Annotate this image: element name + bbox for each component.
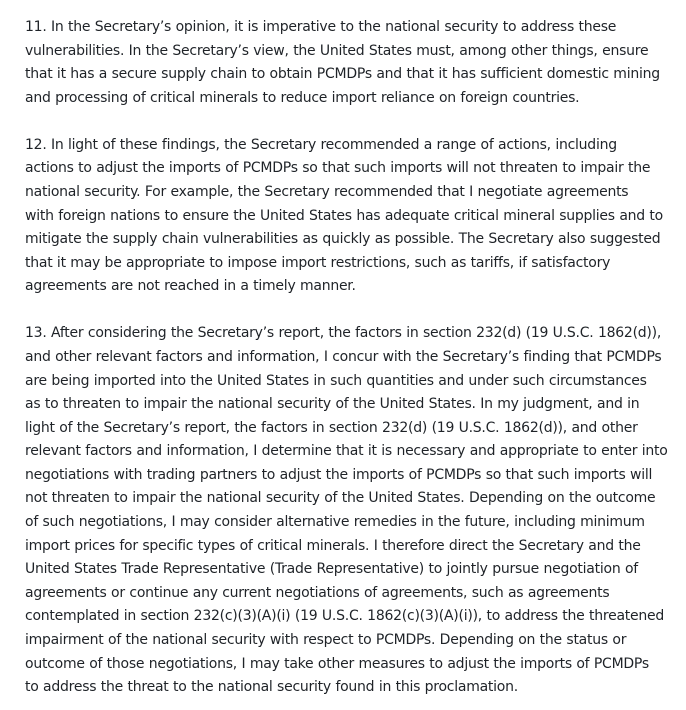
paragraph-11: 11. In the Secretary’s opinion, it is imperative to the national security to address these vulnerabilities. In the Secretary’s view, the United States must, among other things, ensure that it has a secure supply chain to obtain PCMDPs and that it has sufficient domestic mining and processing of critical minerals to reduce import reliance on foreign countries. <box>25 19 660 106</box>
paragraph-12: 12. In light of these findings, the Secretary recommended a range of actions, including actions to adjust the imports of PCMDPs so that such imports will not threaten to impair the national security. For example, the Secretary recommended that I negotiate agreements with foreign nations to ensure the United States has adequate critical mineral supplies and to mitigate the supply chain vulnerabilities as quickly as possible. The Secretary also suggested that it may be appropriate to impose import restrictions, such as tariffs, if satisfactory agreements are not reached in a timely manner. <box>25 136 663 295</box>
paragraph-13: 13. After considering the Secretary’s report, the factors in section 232(d) (19 U.S.C. 1862(d)), and other relevant factors and information, I concur with the Secretary’s finding that PCMDPs are being imported into the United States in such quantities and under such circumstances as to threaten to impair the national security of the United States. In my judgment, and in light of the Secretary’s report, the factors in section 232(d) (19 U.S.C. 1862(d)), and other relevant factors and information, I determine that it is necessary and appropriate to enter into negotiations with trading partners to adjust the imports of PCMDPs so that such imports will not threaten to impair the national security of the United States. Depending on the outcome of such negotiations, I may consider alternative remedies in the future, including minimum import prices for specific types of critical minerals. I therefore direct the Secretary and the United States Trade Representative (Trade Representative) to jointly pursue negotiation of agreements or continue any current negotiations of agreements, such as agreements contemplated in section 232(c)(3)(A)(i) (19 U.S.C. 1862(c)(3)(A)(i)), to address the threatened impairment of the national security with respect to PCMDPs. Depending on the status or outcome of those negotiations, I may take other measures to adjust the imports of PCMDPs to address the threat to the national security found in this proclamation. <box>25 325 668 696</box>
